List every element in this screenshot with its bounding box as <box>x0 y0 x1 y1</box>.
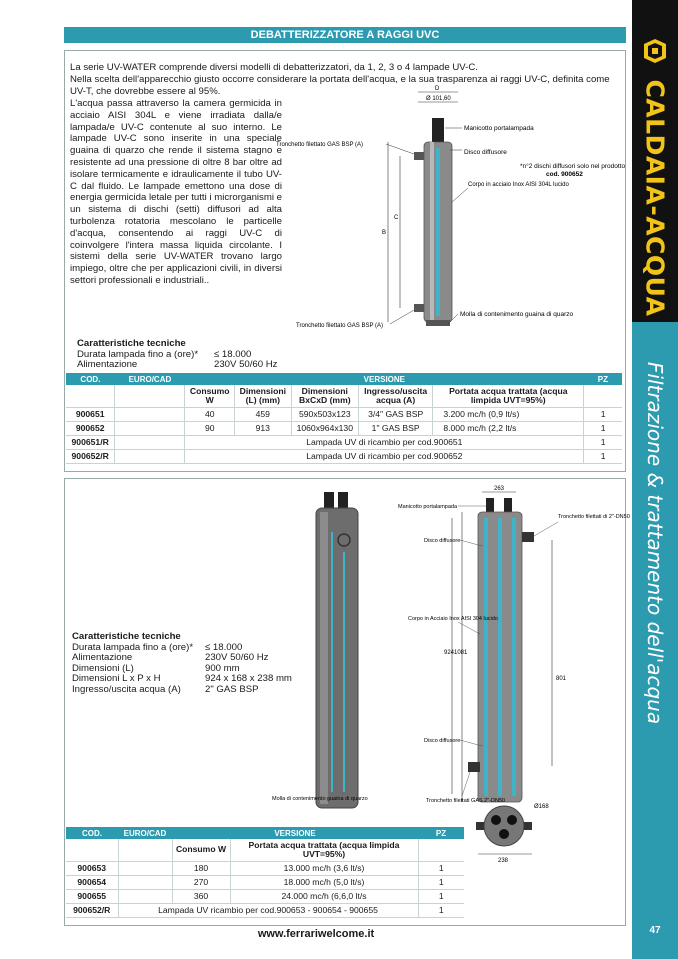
dim-924: 924 <box>444 650 455 656</box>
product-table-1 <box>66 373 622 464</box>
col-cod: COD. <box>66 373 115 385</box>
label-note-code: cod. 900652 <box>546 171 583 178</box>
cell-ingresso: 1" GAS BSP <box>358 421 432 435</box>
cell-pz: 1 <box>584 449 622 463</box>
sub-ingresso: Ingresso/uscita acqua (A) <box>358 385 432 407</box>
label-note: *n°2 dischi diffusori solo nel prodotto <box>520 163 626 170</box>
label-corpo-2: Corpo in Acciaio Inox AISI 304 lucido <box>408 616 498 622</box>
spec-value: 2" GAS BSP <box>205 683 259 695</box>
dim-238: 238 <box>498 858 509 864</box>
cell-portata: 13.000 mc/h (3,6 lt/s) <box>230 861 418 875</box>
specs-1 <box>77 339 277 371</box>
label-disco-bottom: Disco diffusore <box>424 738 461 744</box>
cell-portata: 3.200 mc/h (0,9 lt/s) <box>433 407 584 421</box>
side-band <box>632 0 678 959</box>
specs-title: Caratteristiche tecniche <box>72 631 181 642</box>
sub-portata: Portata acqua trattata (acqua limpida UVT=95%) <box>230 839 418 861</box>
spec-value: 230V 50/60 Hz <box>214 359 278 370</box>
cell-pz: 1 <box>418 861 464 875</box>
specs-title: Caratteristiche tecniche <box>77 338 186 349</box>
label-tronchetto-top-2: Tronchetto filettati di 2"-DN50 <box>558 514 630 520</box>
cell-desc: Lampada UV di ricambio per cod.900652 <box>185 449 584 463</box>
cell-consumo: 360 <box>172 889 230 903</box>
cell-cod: 900651/R <box>66 435 115 449</box>
cell-cod: 900654 <box>66 875 118 889</box>
sub-portata: Portata acqua trattata (acqua limpida UVT=95%) <box>433 385 584 407</box>
table-subheader-row <box>66 385 622 407</box>
dim-1081: 1081 <box>454 650 468 656</box>
spec-value: ≤ 18.000 <box>214 348 252 360</box>
cell-cod: 900652 <box>66 421 115 435</box>
spec-row <box>72 653 292 664</box>
table-row <box>66 407 622 421</box>
label-disco-top: Disco diffusore <box>424 538 461 544</box>
label-disco: Disco diffusore <box>464 149 507 156</box>
col-euro: EURO/CAD <box>115 373 185 385</box>
label-manicotto-2: Manicotto portalampada <box>398 504 458 510</box>
label-manicotto: Manicotto portalampada <box>464 125 534 132</box>
cell-ingresso: 3/4" GAS BSP <box>358 407 432 421</box>
lamp-cap <box>432 118 444 142</box>
product-table-2 <box>66 827 464 918</box>
spec-key: Dimensioni L x P x H <box>72 673 161 684</box>
label-tronchetto-bottom-2: Tronchetto filettati GAS 2"-DN50 <box>426 798 506 804</box>
spec-value: ≤ 18.000 <box>205 641 243 653</box>
cell-pz: 1 <box>418 889 464 903</box>
cell-consumo: 270 <box>172 875 230 889</box>
cell-cod: 900652/R <box>66 449 115 463</box>
dim-phi-label: Ø 101,60 <box>426 96 451 102</box>
col-pz: PZ <box>418 827 464 839</box>
col-versione: VERSIONE <box>172 827 418 839</box>
label-tronchetto-bottom: Tronchetto filettato GAS BSP (A) <box>296 323 384 329</box>
cell-pz: 1 <box>584 435 622 449</box>
col-versione: VERSIONE <box>185 373 584 385</box>
specs-2 <box>72 632 292 695</box>
table-row <box>66 889 464 903</box>
cell-dim-bcd: 1060x964x130 <box>291 421 358 435</box>
cell-consumo: 40 <box>185 407 235 421</box>
table-row <box>66 861 464 875</box>
col-pz: PZ <box>584 373 622 385</box>
label-tronchetto-top: Tronchetto filettato GAS BSP (A) <box>276 142 364 148</box>
cell-desc: Lampada UV ricambio per cod.900653 - 900654 - 900655 <box>118 903 418 917</box>
cell-desc: Lampada UV di ricambio per cod.900651 <box>185 435 584 449</box>
sub-consumo: Consumo W <box>172 839 230 861</box>
cross-section <box>484 806 524 846</box>
dim-b-label: B <box>382 230 387 236</box>
cell-cod: 900652/R <box>66 903 118 917</box>
diagram-uv-multi <box>262 484 628 872</box>
sub-dim-l: Dimensioni (L) (mm) <box>234 385 291 407</box>
spec-key: Ingresso/uscita acqua (A) <box>72 683 181 695</box>
spec-value: 900 mm <box>205 662 240 674</box>
cell-portata: 24.000 mc/h (6,6,0 lt/s <box>230 889 418 903</box>
page-title: DEBATTERIZZATORE A RAGGI UVC <box>64 27 626 43</box>
cell-cod: 900653 <box>66 861 118 875</box>
spec-key: Durata lampada fino a (ore)* <box>77 348 199 360</box>
cell-pz: 1 <box>418 875 464 889</box>
boiler-logo-icon <box>640 36 670 66</box>
table-row <box>66 875 464 889</box>
intro-line-2: Nella scelta dell'apparecchio giusto occorre considerare la portata dell'acqua, e la sua trasparenza ai raggi UV-C, definita come UV-T, che dovrebbe essere al 95%. <box>70 73 610 97</box>
spec-value: 230V 50/60 Hz <box>205 652 269 663</box>
table-row <box>66 903 464 917</box>
dim-168: Ø168 <box>534 804 549 810</box>
cell-portata: 18.000 mc/h (5,0 lt/s) <box>230 875 418 889</box>
cell-consumo: 90 <box>185 421 235 435</box>
table-header-row <box>66 373 622 385</box>
page-number: 47 <box>649 925 661 936</box>
label-molla: Molla di contenimento guaina di quarzo <box>272 796 368 802</box>
label-guaina: Molla di contenimento guaina di quarzo <box>460 311 574 318</box>
spec-row <box>72 674 292 685</box>
cell-cod: 900655 <box>66 889 118 903</box>
cell-dim-l: 459 <box>234 407 291 421</box>
dim-c-label: C <box>394 215 399 221</box>
table-row <box>66 435 622 449</box>
table-row <box>66 421 622 435</box>
table-row <box>66 449 622 463</box>
category-subtitle: Filtrazione & trattamento dell'acqua <box>643 361 667 725</box>
cell-pz: 1 <box>418 903 464 917</box>
spec-key: Alimentazione <box>72 652 133 663</box>
spec-key: Dimensioni (L) <box>72 662 134 674</box>
spec-row <box>72 685 292 696</box>
cell-consumo: 180 <box>172 861 230 875</box>
category-title: CALDAIA-ACQUA <box>640 79 670 317</box>
dim-top: 263 <box>494 486 505 492</box>
side-dark-panel <box>632 0 678 322</box>
sub-dim-bcd: Dimensioni BxCxD (mm) <box>291 385 358 407</box>
cell-pz: 1 <box>584 407 622 421</box>
cell-portata: 8.000 mc/h (2,2 lt/s <box>433 421 584 435</box>
dim-d-label: D <box>435 86 440 92</box>
sub-consumo: Consumo W <box>185 385 235 407</box>
col-euro: EURO/CAD <box>118 827 172 839</box>
intro-line-1: La serie UV-WATER comprende diversi modelli di debatterizzatori, da 1, 2, 3 o 4 lampade UV-C. <box>70 62 478 73</box>
table-header-row <box>66 827 464 839</box>
cell-pz: 1 <box>584 421 622 435</box>
table-subheader-row <box>66 839 464 861</box>
col-cod: COD. <box>66 827 118 839</box>
cell-cod: 900651 <box>66 407 115 421</box>
cell-dim-bcd: 590x503x123 <box>291 407 358 421</box>
spec-key: Durata lampada fino a (ore)* <box>72 641 194 653</box>
footer-website-link[interactable]: www.ferrariwelcome.it <box>257 928 375 940</box>
spec-key: Alimentazione <box>77 359 138 370</box>
description-text: L'acqua passa attraverso la camera germicida in acciaio AISI 304L e viene irradiata dalla/e lampada/e UV-C contenute al suo interno. Le lampade UV-C sono inserite in una speciale guaina di quarzo che rende il sistema stagno e resistente ad una pressione di oltre 8 bar oltre ad isolare termicamente e idraulicamente il tubo UV-C dal fluido. Le lampade emettono una dose di energia germicida letale per tutti i microrganismi e un sistema di dischi (setti) diffusori ad alta turbolenza rotatoria mescolano le particelle d'acqua, consentendo ai raggi UV-C di coinvolgere l'intera massa liquida circolante. I sistemi della serie UV-WATER trovano largo impiego, oltre che per applicazioni civili, in diversi settori professionali e industriali.. <box>70 98 282 286</box>
spec-value: 924 x 168 x 238 mm <box>205 673 292 684</box>
label-corpo: Corpo in acciaio Inox AISI 304L lucido <box>468 182 569 188</box>
dim-801: 801 <box>556 676 567 682</box>
spec-row <box>77 360 277 371</box>
cell-dim-l: 913 <box>234 421 291 435</box>
uv-lamp-tube <box>436 148 440 316</box>
diagram-uv-single <box>276 84 630 346</box>
